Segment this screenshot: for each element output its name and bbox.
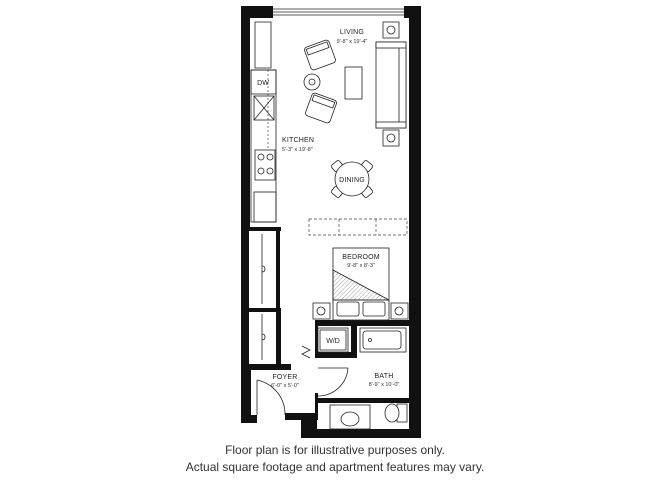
foyer-dims: 6'-0" x 5'-0" — [271, 383, 299, 389]
toilet-bowl — [385, 404, 399, 422]
bedroom-dims: 9'-8" x 8'-3" — [347, 263, 375, 269]
disclaimer-line-1: Floor plan is for illustrative purposes only. — [225, 443, 445, 457]
stove-burner-2 — [267, 154, 273, 160]
fridge — [255, 22, 271, 68]
coffee-table — [345, 67, 362, 99]
kitchen-label: KITCHEN — [282, 137, 315, 144]
bath-mid-wall — [315, 398, 409, 403]
sofa-arm-top — [376, 42, 406, 48]
bath-label: BATH — [374, 373, 394, 380]
oven — [254, 192, 276, 222]
dishwasher-label: DW — [257, 80, 269, 87]
nightstand-lamp-right — [395, 307, 403, 315]
top-window — [273, 9, 404, 15]
left-wall-middle — [241, 229, 249, 367]
armchair-top — [304, 39, 337, 70]
counter-run — [251, 70, 276, 222]
tub-drain — [369, 339, 372, 342]
left-wall-upper — [241, 6, 250, 229]
left-wall-lower — [241, 367, 251, 423]
living-label: LIVING — [339, 29, 365, 36]
wall-corner-top-left — [241, 6, 273, 18]
kitchen-counter — [251, 22, 276, 222]
bath-top-wall — [315, 320, 409, 326]
stove-burner-4 — [267, 168, 273, 174]
foyer-label: FOYER — [272, 374, 298, 381]
dining-label: DINING — [339, 177, 365, 184]
pillow-left — [337, 302, 359, 316]
pillow-right — [363, 302, 385, 316]
overhead-dashed-line — [309, 219, 407, 235]
closet-upper-side — [276, 227, 280, 309]
bath-dims: 8'-9" x 10'-0" — [368, 382, 400, 388]
armchair-bottom — [305, 92, 338, 123]
vanity-sink — [341, 412, 359, 426]
stove-burner-1 — [258, 154, 264, 160]
closets — [262, 234, 265, 360]
sofa-arm-bottom — [376, 122, 406, 128]
bottom-wall-bath — [301, 429, 421, 438]
sofa-back — [399, 45, 406, 125]
laundry-bottom-wall — [315, 352, 357, 358]
side-table-lamp — [309, 79, 315, 85]
bath-divider-lower — [315, 393, 318, 420]
lamp-bottom — [387, 134, 395, 142]
right-wall — [409, 6, 421, 438]
nightstand-lamp-left — [317, 307, 325, 315]
bedroom-label: BEDROOM — [342, 254, 380, 261]
laundry-door — [302, 346, 310, 358]
washer-dryer-label: W/D — [326, 338, 340, 345]
foyer-closet-divider — [276, 310, 281, 368]
foyer-top-stub — [249, 364, 291, 370]
living-dims: 9'-8" x 19'-4" — [336, 39, 368, 45]
bottom-wall-foyer — [241, 415, 257, 423]
lamp-top — [387, 26, 395, 34]
disclaimer-line-2: Actual square footage and apartment features may vary. — [185, 460, 485, 474]
stove-burner-3 — [258, 168, 264, 174]
bath-foyer-divider — [315, 320, 318, 352]
bath-door-swing — [318, 368, 348, 396]
laundry-right-wall — [351, 320, 357, 356]
kitchen-dims: 5'-3" x 19'-8" — [282, 147, 313, 153]
bath-bottom-left-wall — [301, 413, 317, 438]
